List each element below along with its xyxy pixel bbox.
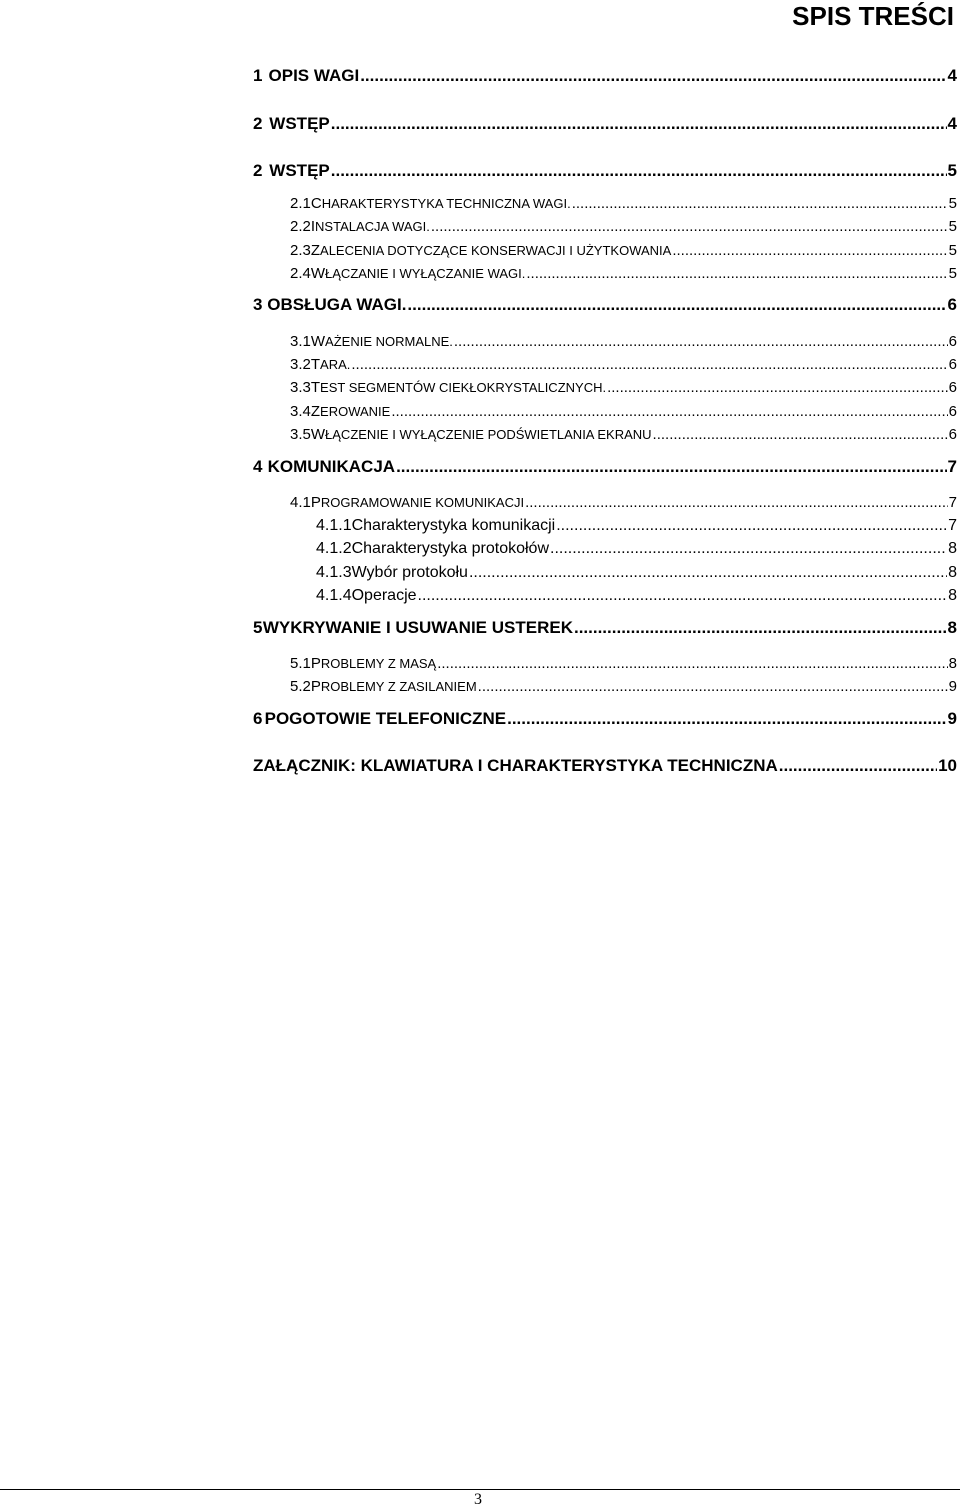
toc-entry-number: 3.1 xyxy=(290,333,311,350)
dot-leader xyxy=(653,426,948,443)
toc-entry-title xyxy=(311,403,390,420)
dot-leader xyxy=(391,403,947,420)
dot-leader xyxy=(525,494,948,511)
toc-entry-page: 8 xyxy=(947,618,957,637)
title-initial: P xyxy=(310,678,321,695)
dot-leader xyxy=(469,564,947,582)
toc-entry-number: 3.2 xyxy=(290,356,311,373)
dot-leader xyxy=(550,540,947,558)
toc-entry-4-1-1[interactable] xyxy=(316,517,957,535)
toc-entry-1-opis-wagi[interactable] xyxy=(253,66,957,86)
toc-entry-page: 8 xyxy=(948,587,957,604)
toc-entry-title xyxy=(311,242,671,259)
toc-entry-page: 9 xyxy=(948,678,957,695)
title-initial: Z xyxy=(310,403,321,420)
toc-entry-2-3[interactable] xyxy=(290,242,957,259)
title-initial: T xyxy=(310,356,321,373)
toc-entry-page: 10 xyxy=(938,756,957,775)
title-initial: P xyxy=(310,494,321,511)
toc-entry-page: 8 xyxy=(948,564,957,581)
toc-entry-5-1[interactable] xyxy=(290,655,957,672)
title-initial: W xyxy=(310,333,326,350)
dot-leader xyxy=(431,218,948,235)
toc-entry-3-3[interactable] xyxy=(290,379,957,396)
toc-entry-number: 6 xyxy=(253,709,263,728)
toc-entry-4-1-4[interactable] xyxy=(316,587,957,605)
toc-entry-3-2[interactable] xyxy=(290,356,957,373)
toc-entry-number: 4.1.4 xyxy=(316,587,352,604)
toc-entry-page: 6 xyxy=(948,426,957,443)
title-rest: ALECENIA DOTYCZĄCE KONSERWACJI I UŻYTKOWANIA xyxy=(320,243,672,258)
toc-entry-3-4[interactable] xyxy=(290,403,957,420)
title-rest: HARAKTERYSTYKA TECHNICZNA WAGI. xyxy=(321,196,571,211)
title-rest: ARA. xyxy=(320,357,351,372)
toc-entry-title: WYKRYWANIE I USUWANIE USTEREK xyxy=(262,618,573,637)
toc-entry-title xyxy=(311,265,526,282)
dot-leader xyxy=(572,195,948,212)
toc-entry-page: 5 xyxy=(948,242,957,259)
toc-entry-page: 5 xyxy=(947,161,957,180)
dot-leader xyxy=(360,66,946,86)
title-initial: Z xyxy=(310,242,321,259)
title-initial: T xyxy=(310,379,321,396)
toc-entry-page: 7 xyxy=(948,494,957,511)
toc-entry-2-wstep[interactable] xyxy=(253,114,957,134)
toc-entry-title: ZAŁĄCZNIK: KLAWIATURA I CHARAKTERYSTYKA TECHNICZNA xyxy=(253,756,778,775)
dot-leader xyxy=(407,295,946,315)
toc-entry-page: 6 xyxy=(948,333,957,350)
toc-entry-page: 4 xyxy=(947,66,957,85)
dot-leader xyxy=(437,655,947,672)
dot-leader xyxy=(779,756,937,776)
toc-entry-number: 4.1.3 xyxy=(316,564,352,581)
dot-leader xyxy=(351,356,947,373)
toc-entry-page: 4 xyxy=(947,114,957,133)
dot-leader xyxy=(607,379,948,396)
toc-entry-title xyxy=(311,195,571,212)
title-rest: ŁĄCZANIE I WYŁĄCZANIE WAGI. xyxy=(325,266,526,281)
dot-leader xyxy=(556,517,947,535)
title-initial: P xyxy=(310,655,321,672)
toc-entry-4-1-3[interactable] xyxy=(316,564,957,582)
toc-entry-page: 7 xyxy=(947,457,957,476)
toc-entry-number: 5.1 xyxy=(290,655,311,672)
toc-entry-2-1[interactable] xyxy=(290,195,957,212)
toc-entry-zalacznik[interactable] xyxy=(253,756,957,776)
toc-entry-title: KOMUNIKACJA xyxy=(267,457,396,476)
toc-entry-title: WSTĘP xyxy=(269,114,330,133)
toc-entry-title: Charakterystyka protokołów xyxy=(351,540,550,557)
toc-entry-4-1-2[interactable] xyxy=(316,540,957,558)
toc-entry-title xyxy=(311,655,436,672)
dot-leader xyxy=(396,457,946,477)
title-rest: ROGRAMOWANIE KOMUNIKACJI xyxy=(320,495,525,510)
toc-entry-title: Wybór protokołu xyxy=(351,564,468,581)
toc-entry-page: 6 xyxy=(948,403,957,420)
toc-entry-page: 5 xyxy=(948,218,957,235)
toc-entry-page: 6 xyxy=(948,379,957,396)
toc-entry-number: 2.2 xyxy=(290,218,311,235)
toc-entry-2-2[interactable] xyxy=(290,218,957,235)
dot-leader xyxy=(526,265,947,282)
toc-entry-number: 3.3 xyxy=(290,379,311,396)
toc-entry-page: 8 xyxy=(948,540,957,557)
toc-entry-title xyxy=(311,379,606,396)
title-rest: AŻENIE NORMALNE. xyxy=(325,334,453,349)
toc-entry-title xyxy=(311,678,477,695)
toc-entry-number: 2 xyxy=(253,114,263,133)
toc-entry-title xyxy=(311,426,652,443)
page-number: 3 xyxy=(474,1491,482,1508)
title-initial: W xyxy=(310,426,326,443)
toc-entry-number: 4.1 xyxy=(290,494,311,511)
toc-entry-2-4[interactable] xyxy=(290,265,957,282)
toc-entry-page: 5 xyxy=(948,265,957,282)
title-rest: EROWANIE xyxy=(320,404,391,419)
toc-entry-page: 5 xyxy=(948,195,957,212)
toc-entry-title: OBSŁUGA WAGI. xyxy=(267,295,407,314)
toc-entry-number: 4.1.1 xyxy=(316,517,352,534)
toc-entry-5-wykrywanie[interactable] xyxy=(253,618,957,638)
toc-entry-title: Operacje xyxy=(351,587,417,604)
toc-entry-page: 9 xyxy=(947,709,957,728)
toc-entry-title xyxy=(311,218,430,235)
title-rest: ROBLEMY Z ZASILANIEM xyxy=(320,679,477,694)
dot-leader xyxy=(574,618,947,638)
toc-entry-title xyxy=(311,356,351,373)
toc-entry-page: 8 xyxy=(948,655,957,672)
toc-entry-5-2[interactable] xyxy=(290,678,957,695)
dot-leader xyxy=(454,333,948,350)
toc-entry-3-5[interactable] xyxy=(290,426,957,443)
toc-entry-number: 2.4 xyxy=(290,265,311,282)
toc-entry-page: 6 xyxy=(947,295,957,314)
toc-entry-title: OPIS WAGI xyxy=(268,66,360,85)
toc-entry-3-1[interactable] xyxy=(290,333,957,350)
toc-entry-number: 2 xyxy=(253,161,263,180)
page-title: SPIS TREŚCI xyxy=(792,1,954,31)
title-initial: W xyxy=(310,265,326,282)
toc-entry-title: WSTĘP xyxy=(269,161,330,180)
toc-entry-3-obsluga-wagi[interactable] xyxy=(253,295,957,315)
toc-entry-number: 4 xyxy=(253,457,263,476)
toc-entry-title: POGOTOWIE TELEFONICZNE xyxy=(264,709,507,728)
toc-entry-4-1[interactable] xyxy=(290,494,957,511)
toc-entry-title xyxy=(311,333,453,350)
toc-entry-title xyxy=(311,494,524,511)
toc-entry-number: 2.1 xyxy=(290,195,311,212)
toc-entry-number: 3 xyxy=(253,295,263,314)
dot-leader xyxy=(331,114,947,134)
footer-rule xyxy=(0,1489,960,1490)
toc-entry-2-wstep[interactable] xyxy=(253,161,957,181)
toc-entry-number: 5.2 xyxy=(290,678,311,695)
toc-entry-number: 3.5 xyxy=(290,426,311,443)
toc-entry-4-komunikacja[interactable] xyxy=(253,457,957,477)
toc-entry-title: Charakterystyka komunikacji xyxy=(351,517,556,534)
toc-entry-page: 6 xyxy=(948,356,957,373)
title-rest: EST SEGMENTÓW CIEKŁOKRYSTALICZNYCH. xyxy=(320,380,607,395)
toc-entry-number: 4.1.2 xyxy=(316,540,352,557)
toc-entry-number: 1 xyxy=(253,66,263,85)
title-initial: I xyxy=(310,218,316,235)
title-rest: ŁĄCZENIE I WYŁĄCZENIE PODŚWIETLANIA EKRANU xyxy=(325,427,652,442)
dot-leader xyxy=(672,242,947,259)
toc-entry-6-pogotowie[interactable] xyxy=(253,709,957,729)
dot-leader xyxy=(331,161,947,181)
toc-entry-page: 7 xyxy=(948,517,957,534)
toc-entry-number: 2.3 xyxy=(290,242,311,259)
title-initial: C xyxy=(310,195,322,212)
dot-leader xyxy=(478,678,948,695)
dot-leader xyxy=(507,709,946,729)
dot-leader xyxy=(418,587,948,605)
toc-entry-number: 5 xyxy=(253,618,263,637)
title-rest: ROBLEMY Z MASĄ xyxy=(320,656,437,671)
toc-entry-number: 3.4 xyxy=(290,403,311,420)
title-rest: NSTALACJA WAGI. xyxy=(315,219,430,234)
